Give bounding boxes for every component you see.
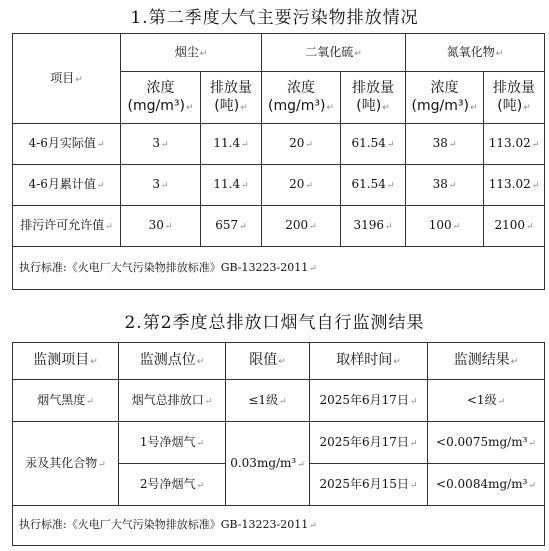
result-cell: <0.0084mg/m³↵ bbox=[428, 464, 545, 506]
emission-header: 排放量 (吨)↵ bbox=[201, 72, 262, 124]
cell-value: 3↵ bbox=[121, 165, 201, 206]
conc-header: 浓度 (mg/m³)↵ bbox=[406, 72, 484, 124]
cell-value: 2100↵ bbox=[484, 206, 545, 247]
row-label: 排污许可允许值↵ bbox=[13, 206, 121, 247]
cell-value: 3196↵ bbox=[341, 206, 406, 247]
cell-value: 38↵ bbox=[406, 124, 484, 165]
cell-value: 113.02↵ bbox=[484, 165, 545, 206]
table-row bbox=[13, 206, 545, 247]
limit-cell: 0.03mg/m³↵ bbox=[226, 422, 310, 506]
cell-value: 100↵ bbox=[406, 206, 484, 247]
cell-value: 38↵ bbox=[406, 165, 484, 206]
point-cell: 2号净烟气↵ bbox=[119, 464, 226, 506]
time-cell: 2025年6月17日↵ bbox=[310, 380, 428, 422]
row-label: 4-6月实际值↵ bbox=[13, 124, 121, 165]
cell-value: 200↵ bbox=[262, 206, 341, 247]
item-cell: 烟气黑度↵ bbox=[13, 380, 119, 422]
section2-title: 2.第2季度总排放口烟气自行监测结果 bbox=[124, 313, 425, 333]
table-row bbox=[13, 165, 545, 206]
table-row bbox=[13, 124, 545, 165]
emission-header: 排放量 (吨)↵ bbox=[484, 72, 545, 124]
header-item: 监测项目↵ bbox=[13, 343, 119, 380]
point-cell: 1号净烟气↵ bbox=[119, 422, 226, 464]
pollutant-header-dust: 烟尘↵ bbox=[121, 34, 262, 72]
cell-value: 20↵ bbox=[262, 165, 341, 206]
monitoring-table bbox=[12, 342, 545, 546]
cell-value: 11.4↵ bbox=[201, 165, 262, 206]
header-limit: 限值↵ bbox=[226, 343, 310, 380]
point-cell: 烟气总排放口↵ bbox=[119, 380, 226, 422]
conc-header: 浓度 (mg/m³)↵ bbox=[121, 72, 201, 124]
cell-value: 61.54↵ bbox=[341, 165, 406, 206]
cell-value: 3↵ bbox=[121, 124, 201, 165]
result-cell: <1级↵ bbox=[428, 380, 545, 422]
cell-value: 11.4↵ bbox=[201, 124, 262, 165]
cell-value: 20↵ bbox=[262, 124, 341, 165]
cell-value: 30↵ bbox=[121, 206, 201, 247]
emission-header: 排放量 (吨)↵ bbox=[341, 72, 406, 124]
cell-value: 657↵ bbox=[201, 206, 262, 247]
standard-note: 执行标准:《火电厂大气污染物排放标准》GB-13223-2011↵ bbox=[13, 247, 545, 290]
result-cell: <0.0075mg/m³↵ bbox=[428, 422, 545, 464]
table-row bbox=[13, 422, 545, 464]
cell-value: 113.02↵ bbox=[484, 124, 545, 165]
item-header: 项目↵ bbox=[13, 34, 121, 124]
item-cell: 汞及其化合物↵ bbox=[13, 422, 119, 506]
pollutant-header-nox: 氮氧化物↵ bbox=[406, 34, 545, 72]
row-label: 4-6月累计值↵ bbox=[13, 165, 121, 206]
standard-note: 执行标准:《火电厂大气污染物排放标准》GB-13223-2011↵ bbox=[13, 506, 545, 546]
pollutant-header-so2: 二氧化硫↵ bbox=[262, 34, 406, 72]
table-row bbox=[13, 380, 545, 422]
time-cell: 2025年6月17日↵ bbox=[310, 422, 428, 464]
header-result: 监测结果↵ bbox=[428, 343, 545, 380]
cell-value: 61.54↵ bbox=[341, 124, 406, 165]
header-point: 监测点位↵ bbox=[119, 343, 226, 380]
section1-title: 1.第二季度大气主要污染物排放情况 bbox=[130, 8, 419, 28]
time-cell: 2025年6月15日↵ bbox=[310, 464, 428, 506]
conc-header: 浓度 (mg/m³)↵ bbox=[262, 72, 341, 124]
header-time: 取样时间↵ bbox=[310, 343, 428, 380]
emissions-table bbox=[12, 33, 545, 290]
limit-cell: ≤1级↵ bbox=[226, 380, 310, 422]
